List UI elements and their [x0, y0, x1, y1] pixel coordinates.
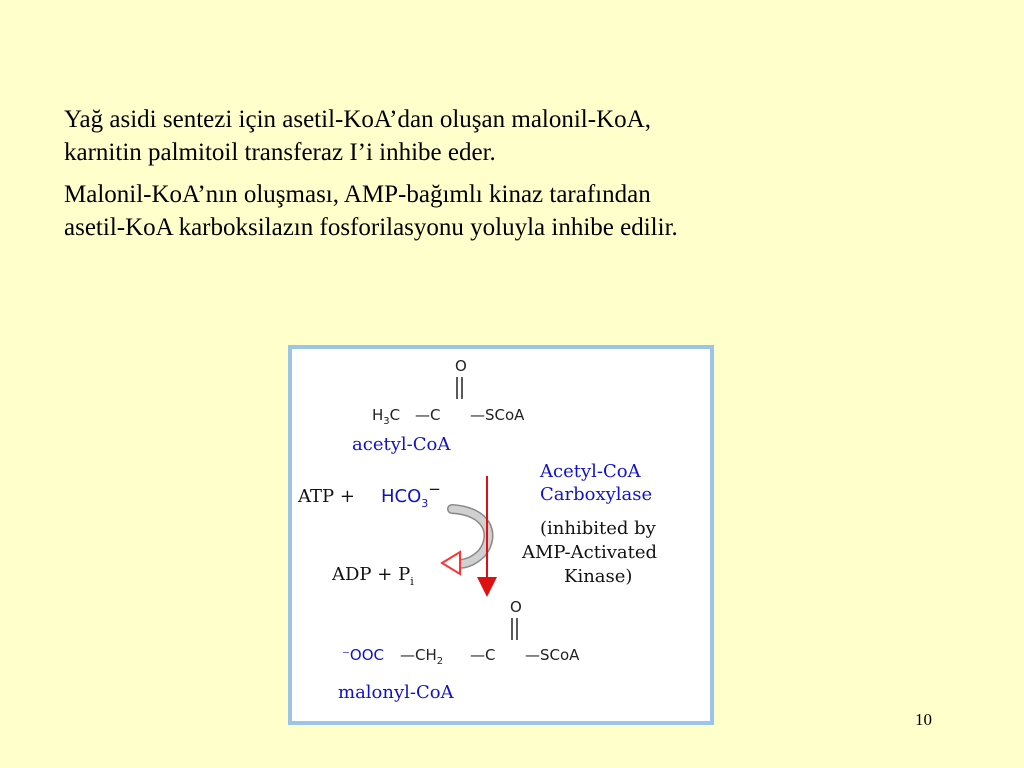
adp-pi-label: ADP + $P_i$ — [332, 564, 414, 588]
reaction-diagram-svg — [292, 349, 710, 721]
carboxylate-group: ⁻OOC — [342, 646, 385, 664]
carbonyl-oxygen: O — [510, 598, 522, 616]
reaction-diagram — [288, 345, 714, 725]
text-line: Malonil-KoA’nın oluşması, AMP-bağımlı kinaz tarafından — [64, 181, 651, 208]
acetyl-coa-label: acetyl-CoA — [352, 434, 451, 455]
slide-body — [64, 103, 964, 253]
methyl-group: $H_3C$ — [372, 406, 401, 427]
inhibition-note-line1: (inhibited by — [540, 518, 656, 539]
thioester-coa: —SCoA — [470, 406, 525, 424]
methylene-group: $—CH_2$ — [400, 646, 444, 667]
curved-arrow-head-icon — [442, 552, 460, 574]
enzyme-label-line2: Carboxylase — [540, 484, 653, 505]
carbonyl-oxygen: O — [455, 357, 467, 375]
text-line: Yağ asidi sentezi için asetil-KoA’dan oluşan malonil-KoA, — [64, 106, 651, 133]
carbonyl-carbon: —C — [415, 406, 441, 424]
inhibition-note-line3: Kinase) — [564, 566, 633, 587]
atp-label: ATP + — [298, 486, 355, 507]
paragraph-ampk-inhibition — [64, 178, 964, 244]
inhibition-note-line2: AMP-Activated — [522, 542, 658, 563]
carbonyl-carbon: —C — [470, 646, 496, 664]
page-number: 10 — [915, 710, 932, 729]
malonyl-coa-label: malonyl-CoA — [338, 682, 454, 703]
enzyme-label-line1: Acetyl-CoA — [540, 461, 641, 482]
thioester-coa: —SCoA — [525, 646, 580, 664]
malonyl-coa-structure — [342, 598, 580, 667]
text-line: asetil-KoA karboksilazın fosforilasyonu yoluyla inhibe edilir. — [64, 214, 678, 241]
acetyl-coa-structure — [372, 357, 525, 427]
bicarbonate-label: $HCO_3^-$ — [381, 480, 441, 510]
paragraph-malonyl-inhibits-cpt1 — [64, 103, 964, 169]
text-line: karnitin palmitoil transferaz I’i inhibe eder. — [64, 139, 496, 166]
